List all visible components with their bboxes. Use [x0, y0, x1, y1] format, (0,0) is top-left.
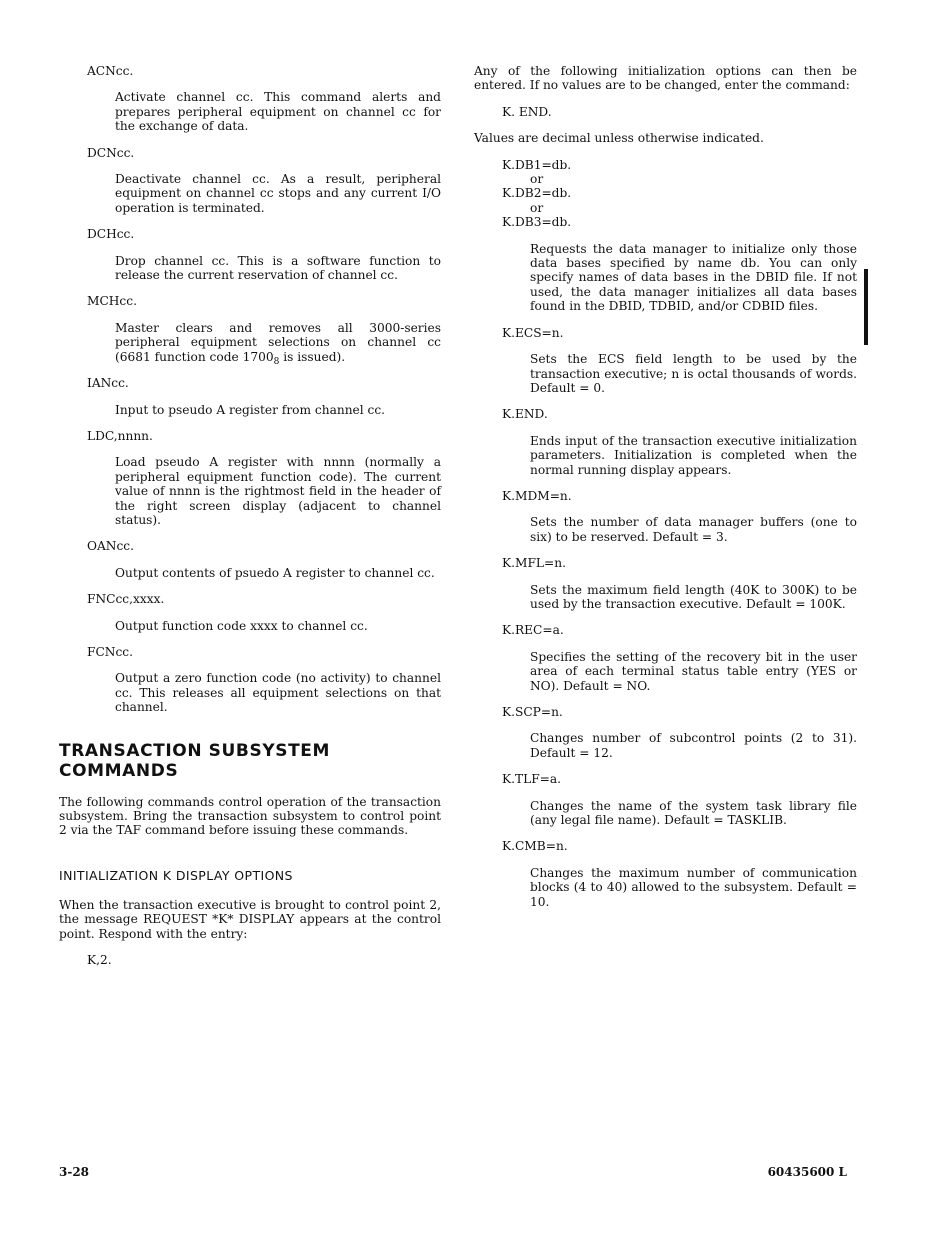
or-separator: or — [530, 200, 544, 215]
option-term: K.DB2=db. — [502, 186, 572, 201]
description-text: is issued). — [279, 349, 346, 364]
option-description: Sets the number of data manager buffers (one to six) to be reserved. Default = 3. — [530, 515, 857, 544]
revision-change-bar — [864, 269, 868, 345]
command-term: LDC,nnnn. — [87, 428, 153, 443]
option-description: Changes number of subcontrol points (2 to 31). Default = 12. — [530, 731, 857, 760]
command-description: Output contents of psuedo A register to channel cc. — [115, 565, 435, 580]
values-note: Values are decimal unless otherwise indicated. — [474, 131, 764, 146]
command-term: MCHcc. — [87, 294, 137, 309]
command-description: Output a zero function code (no activity) to channel cc. This releases all equipment selections on that channel. — [115, 671, 441, 715]
option-description: Sets the maximum field length (40K to 300K) to be used by the transaction executive. Default = 100K. — [530, 582, 857, 611]
option-term: K.END. — [502, 407, 548, 422]
option-term: K.MFL=n. — [502, 556, 566, 571]
intro-paragraph: Any of the following initialization options can then be entered. If no values are to be changed, enter the command: — [474, 64, 857, 93]
command-description: Deactivate channel cc. As a result, peripheral equipment on channel cc stops and any current I/O operation is terminated. — [115, 172, 441, 215]
subsection-heading: INITIALIZATION K DISPLAY OPTIONS — [59, 867, 293, 883]
command-description: Output function code xxxx to channel cc. — [115, 618, 368, 633]
description-text: Master clears and removes all 3000-series peripheral equipment selections on channel cc (6681 function code 1700 — [115, 320, 441, 364]
command-term: ACNcc. — [87, 64, 134, 78]
db-option-group — [474, 158, 857, 230]
section-heading: TRANSACTION SUBSYSTEM COMMANDS — [59, 740, 330, 781]
option-description: Ends input of the transaction executive initialization parameters. Initialization is completed when the normal running display appears. — [530, 433, 857, 477]
left-column — [59, 64, 441, 979]
option-term: K.ECS=n. — [502, 325, 564, 340]
or-separator: or — [530, 172, 544, 187]
command-description: Input to pseudo A register from channel cc. — [115, 402, 386, 417]
command-term: DCHcc. — [87, 227, 135, 242]
command-description: Drop channel cc. This is a software function to release the current reservation of channel cc. — [115, 253, 441, 283]
option-term: K.SCP=n. — [502, 705, 563, 719]
option-term: K.TLF=a. — [502, 772, 562, 787]
command-term: IANcc. — [87, 376, 129, 391]
option-description: Changes the maximum number of communication blocks (4 to 40) allowed to the subsystem. Default = 10. — [530, 865, 857, 909]
option-term: K.DB3=db. — [502, 215, 572, 230]
section-paragraph: The following commands control operation of the transaction subsystem. Bring the transaction subsystem to control point 2 via the TAF command before issuing these commands. — [59, 794, 441, 838]
option-term: K.MDM=n. — [502, 488, 572, 503]
command-term: DCNcc. — [87, 145, 135, 160]
option-description: Specifies the setting of the recovery bit in the user area of each terminal status table entry (YES or NO). Default = NO. — [530, 649, 857, 693]
option-description: Sets the ECS field length to be used by the transaction executive; n is octal thousands of words. Default = 0. — [530, 352, 857, 395]
command-description: Load pseudo A register with nnnn (normally a peripheral equipment function code). The current value of nnnn is the rightmost field in the header of the right screen display (adjacent to channel status). — [115, 455, 441, 527]
octal-subscript: 8 — [273, 356, 280, 367]
option-description: Changes the name of the system task library file (any legal file name). Default = TASKLIB. — [530, 798, 857, 828]
entry-command: K,2. — [87, 953, 112, 968]
command-term: OANcc. — [87, 539, 134, 554]
document-number: 60435600 L — [767, 1165, 847, 1179]
end-command: K. END. — [502, 104, 552, 119]
option-term: K.CMB=n. — [502, 839, 568, 854]
subsection-paragraph: When the transaction executive is brought to control point 2, the message REQUEST *K* DISPLAY appears at the control point. Respond with the entry: — [59, 897, 441, 941]
command-term: FCNcc. — [87, 644, 133, 659]
command-description: Activate channel cc. This command alerts and prepares peripheral equipment on channel cc for the exchange of data. — [115, 90, 441, 134]
option-description: Requests the data manager to initialize only those data bases specified by name db. You can only specify names of data bases in the DBID file. If not used, the data manager initializes all data bases found in the DBID, TDBID, and/or CDBID files. — [530, 241, 857, 314]
right-column — [474, 64, 857, 921]
command-term: FNCcc,xxxx. — [87, 592, 165, 607]
option-term: K.DB1=db. — [502, 157, 572, 172]
option-term: K.REC=a. — [502, 623, 564, 638]
page-number: 3-28 — [59, 1165, 90, 1179]
command-description — [59, 320, 441, 367]
